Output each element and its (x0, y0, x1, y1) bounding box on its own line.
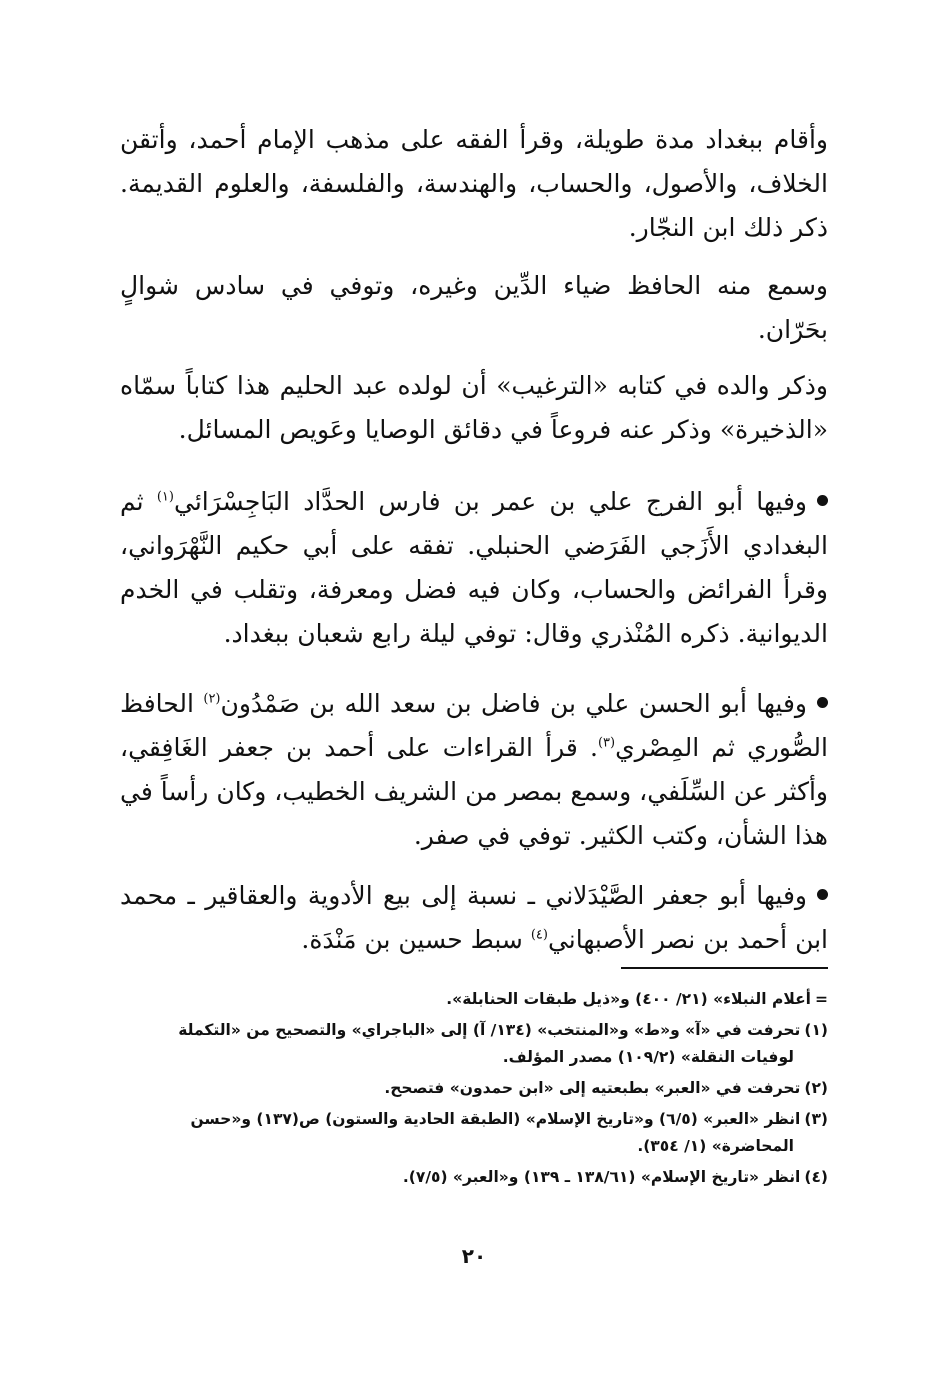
entry-text: الحافظ الصُّوري ثم المِصْري (120, 689, 828, 762)
entry-text: سبط حسين بن مَنْدَة. (301, 925, 531, 954)
footnote-marker: = (815, 990, 828, 1008)
footnote-continuation: لوفيات النقلة» (١٠٩/٢) مصدر المؤلف. (502, 1048, 794, 1066)
paragraph: وذكر والده في كتابه «الترغيب» أن لولده عبد الحليم هذا كتاباً سمّاه «الذخيرة» وذكر عنه فروعاً في دقائق الوصايا وعَويص المسائل. (120, 371, 828, 444)
footnote-text: انظر «العبر» (٦/٥) و«تاريخ الإسلام» (الطبقة الحادية والستون) ص(١٣٧) و«حسن (190, 1110, 801, 1128)
footnote-ref: (٣) (597, 735, 616, 751)
footnote (120, 986, 828, 1013)
page-number: ٢٠ (461, 1244, 487, 1268)
entry-paragraph (120, 480, 828, 656)
entry-paragraph (120, 682, 828, 858)
footnote-text: تحرفت في «آ» و«ط» و«المنتخب» (١٣٤/ آ) إلى «الباجراي» والتصحيح من «التكملة (178, 1021, 801, 1039)
bullet-icon (817, 697, 828, 708)
entry-text: وفيها أبو الحسن علي بن فاضل بن سعد الله بن صَمْدُون (220, 689, 807, 718)
footnote-marker: (٢) (804, 1079, 828, 1097)
footnote-continuation: المحاضرة» (١/ ٣٥٤). (637, 1137, 794, 1155)
footnote-marker: (١) (804, 1021, 828, 1039)
bullet-icon (817, 889, 828, 900)
footnote-text: تحرفت في «العبر» بطبعتيه إلى «ابن حمدون» فتصحح. (384, 1079, 801, 1097)
entry-text: وفيها أبو الفرج علي بن عمر بن فارس الحدَّاد البَاجِسْرَائي (173, 487, 808, 516)
footnote-ref: (٢) (203, 691, 221, 707)
bullet-icon (817, 495, 828, 506)
entry-paragraph (120, 874, 828, 962)
footnote-divider (621, 967, 828, 969)
footnote (120, 1075, 828, 1102)
paragraph: وأقام ببغداد مدة طويلة، وقرأ الفقه على مذهب الإمام أحمد، وأتقن الخلاف، والأصول، والحساب، والهندسة، والفلسفة، والعلوم القديمة. ذكر ذلك ابن النجّار. (120, 125, 828, 242)
footnotes (120, 986, 828, 1195)
footnote (120, 1017, 828, 1071)
entry-text: وفيها أبو جعفر الصَّيْدَلاني ـ نسبة إلى بيع الأدوية والعقاقير ـ محمد ابن أحمد بن نصر الأصبهاني (120, 881, 828, 954)
footnote (120, 1106, 828, 1160)
footnote-text: انظر «تاريخ الإسلام» (١٣٨/٦١ ـ ١٣٩) و«العبر» (٧/٥). (402, 1168, 801, 1186)
footnote (120, 1164, 828, 1191)
main-text (120, 118, 828, 962)
footnote-ref: (١) (156, 489, 174, 505)
footnote-ref: (٤) (530, 927, 548, 943)
entry-text: . قرأ القراءات على أحمد بن جعفر الغَافِقي، وأكثر عن السِّلَفي، وسمع بمصر من الشريف الخطيب، وكان رأساً في هذا الشأن، وكتب الكثير. توفي في صفر. (120, 733, 828, 850)
footnote-marker: (٣) (804, 1110, 828, 1128)
footnote-text: أعلام النبلاء» (٢١/ ٤٠٠) و«ذيل طبقات الحنابلة». (446, 990, 811, 1008)
paragraph: وسمع منه الحافظ ضياء الدِّين وغيره، وتوفي في سادس شوالٍ بحَرّان. (120, 271, 828, 344)
footnote-marker: (٤) (804, 1168, 828, 1186)
entry-text: ثم البغدادي الأَزَجي الفَرَضي الحنبلي. تفقه على أبي حكيم النَّهْرَواني، وقرأ الفرائض والحساب، وكان فيه فضل ومعرفة، وتقلب في الخدم الديوانية. ذكره المُنْذري وقال: توفي ليلة رابع شعبان ببغداد. (120, 487, 828, 648)
